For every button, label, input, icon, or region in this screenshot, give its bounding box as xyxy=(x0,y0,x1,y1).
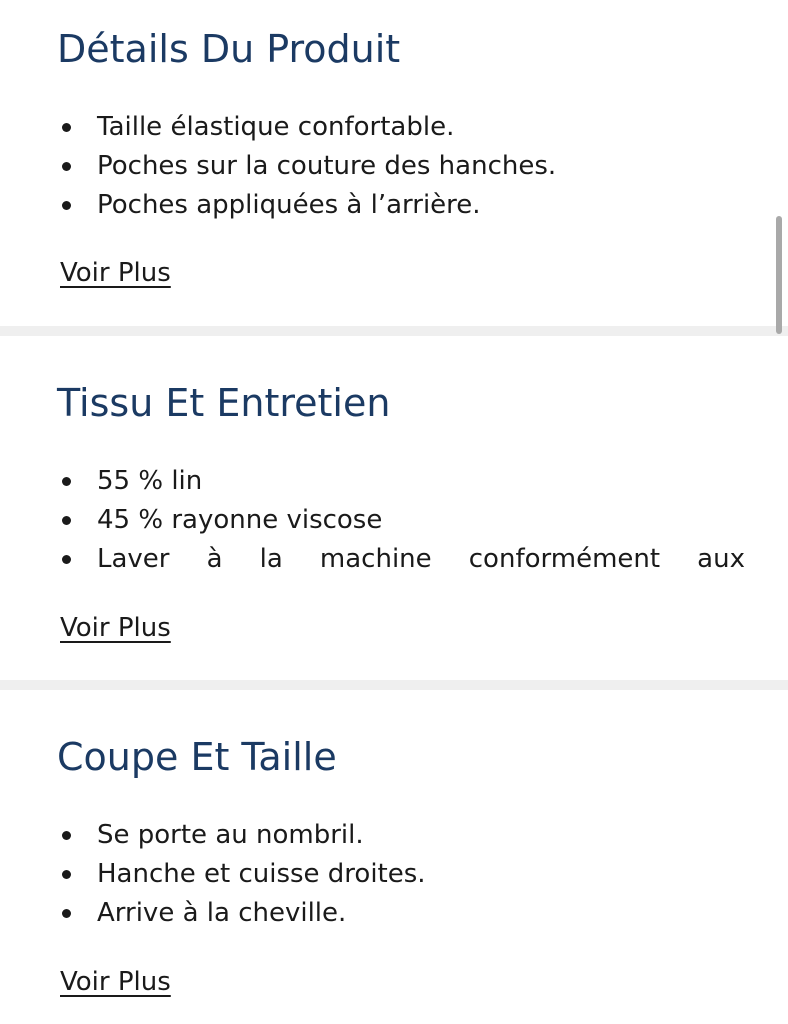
bullet-icon xyxy=(62,555,71,564)
product-details-section xyxy=(0,0,788,326)
list-item: Poches appliquées à l’arrière. xyxy=(57,186,747,225)
bullet-icon xyxy=(62,162,71,171)
list-item: Se porte au nombril. xyxy=(57,816,747,855)
bullet-icon xyxy=(62,123,71,132)
bullet-icon xyxy=(62,516,71,525)
bullet-icon xyxy=(62,201,71,210)
section-title-fit-size: Coupe Et Taille xyxy=(57,735,337,779)
product-details-list xyxy=(57,108,747,225)
section-divider xyxy=(0,680,788,690)
see-more-link-product-details[interactable]: Voir Plus xyxy=(60,258,171,288)
fabric-care-list xyxy=(57,462,747,579)
list-item: Hanche et cuisse droites. xyxy=(57,855,747,894)
see-more-link-fit-size[interactable]: Voir Plus xyxy=(60,967,171,997)
list-item: Poches sur la couture des hanches. xyxy=(57,147,747,186)
fit-size-list xyxy=(57,816,747,933)
fit-size-section xyxy=(0,690,788,1024)
list-item: Laver à la machine conformément aux xyxy=(57,540,747,579)
bullet-icon xyxy=(62,831,71,840)
scrollbar-thumb[interactable] xyxy=(776,216,782,334)
list-item: Arrive à la cheville. xyxy=(57,894,747,933)
bullet-icon xyxy=(62,477,71,486)
section-divider xyxy=(0,326,788,336)
list-item: 45 % rayonne viscose xyxy=(57,501,747,540)
list-item: 55 % lin xyxy=(57,462,747,501)
section-title-product-details: Détails Du Produit xyxy=(57,27,401,71)
list-item: Taille élastique confortable. xyxy=(57,108,747,147)
bullet-icon xyxy=(62,909,71,918)
see-more-link-fabric-care[interactable]: Voir Plus xyxy=(60,613,171,643)
section-title-fabric-care: Tissu Et Entretien xyxy=(57,381,391,425)
fabric-care-section xyxy=(0,336,788,680)
bullet-icon xyxy=(62,870,71,879)
